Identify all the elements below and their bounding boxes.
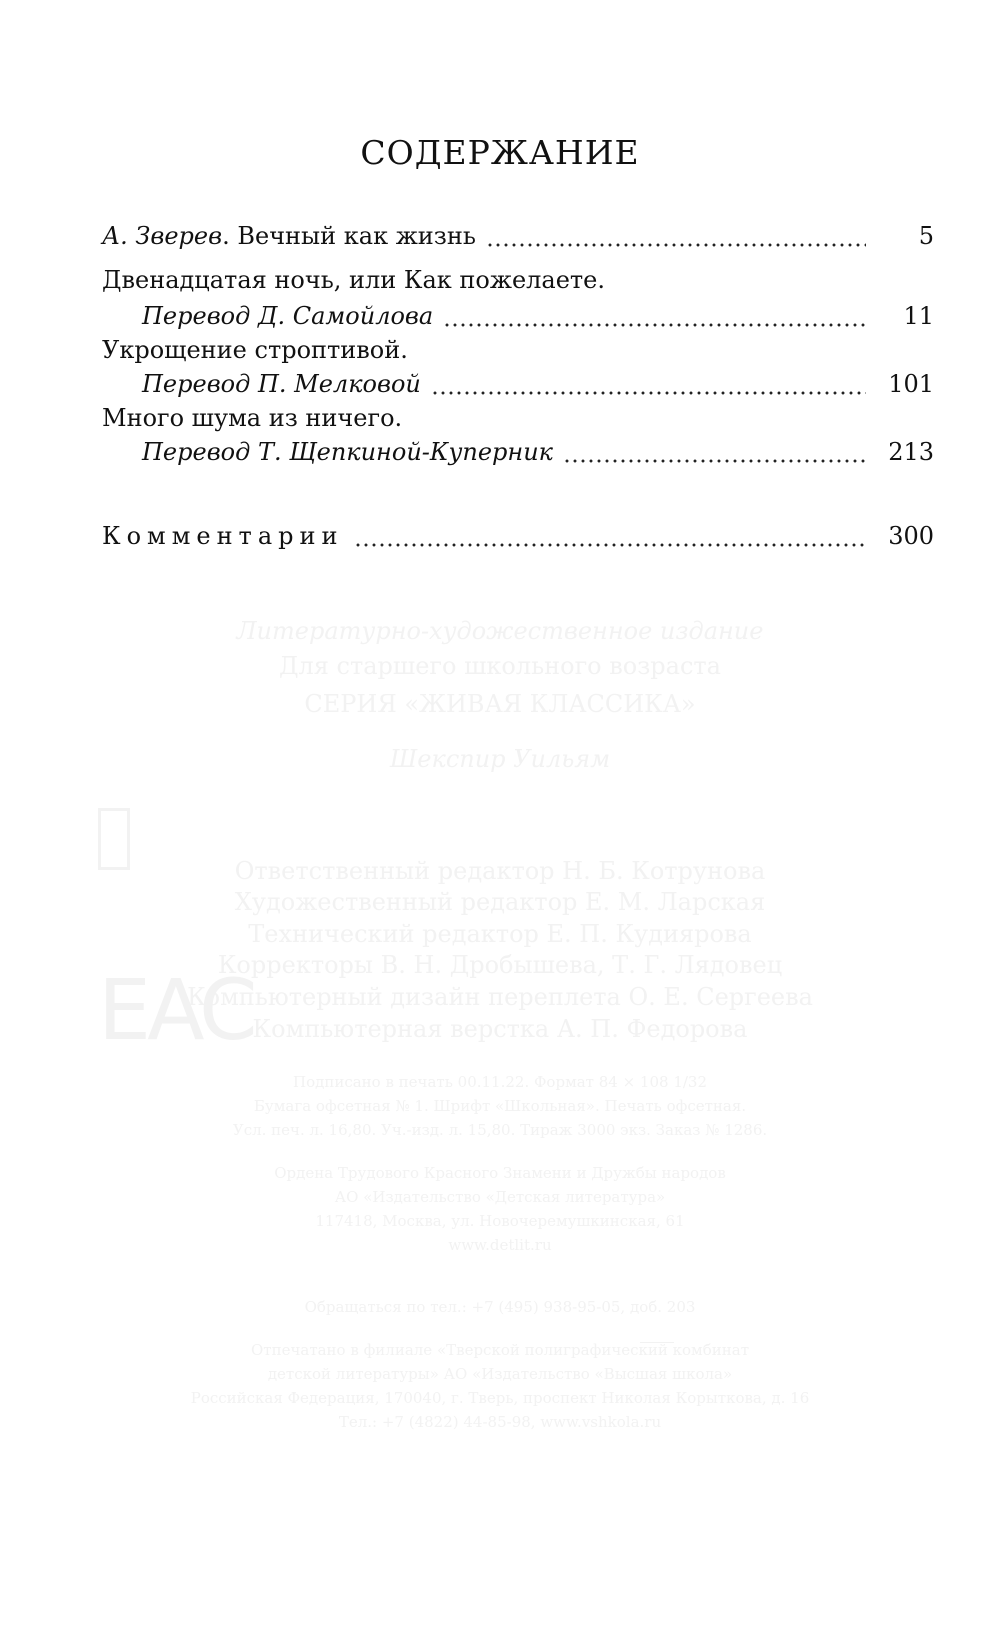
toc-entry-commentary[interactable] bbox=[102, 522, 934, 554]
bleed-through-text: Шекспир Уильям bbox=[389, 745, 611, 773]
bleed-through-text: Бумага офсетная № 1. Шрифт «Школьная». Печать офсетная. bbox=[253, 1097, 747, 1115]
bleed-through-text: Технический редактор Е. П. Кудиярова bbox=[248, 920, 752, 948]
toc-entry-translator: Перевод П. Мелковой bbox=[142, 370, 421, 398]
toc-page-number: 5 bbox=[918, 222, 934, 250]
bleed-through-text: Усл. печ. л. 16,80. Уч.-изд. л. 15,80. Тираж 3000 экз. Заказ № 1286. bbox=[232, 1121, 768, 1139]
bleed-through-text: Ответственный редактор Н. Б. Котрунова bbox=[234, 857, 766, 885]
toc-entry-translator: Перевод Д. Самойлова bbox=[142, 302, 434, 330]
dot-leader bbox=[563, 459, 866, 463]
bleed-through-text: Подписано в печать 00.11.22. Формат 84 × 108 1/32 bbox=[292, 1073, 708, 1091]
bleed-through-text: Для старшего школьного возраста bbox=[278, 652, 721, 680]
toc-page-number: 300 bbox=[888, 522, 934, 550]
bleed-through-text: Литературно-художественное издание bbox=[236, 617, 764, 645]
page-title: СОДЕРЖАНИЕ bbox=[360, 133, 640, 172]
toc-entry-title[interactable]: Двенадцатая ночь, или Как пожелаете. bbox=[102, 266, 606, 294]
toc-entry-author: А. Зверев bbox=[102, 222, 223, 250]
bleed-through-text: Компьютерный дизайн переплета О. Е. Сергеева bbox=[187, 983, 813, 1011]
bleed-through-text: СЕРИЯ «ЖИВАЯ КЛАССИКА» bbox=[304, 690, 696, 718]
toc-entry-title: . Вечный как жизнь bbox=[222, 222, 476, 250]
bleed-through-text: детской литературы» АО «Издательство «Высшая школа» bbox=[267, 1365, 733, 1383]
toc-entry-taming-of-the-shrew[interactable] bbox=[142, 370, 934, 402]
dot-leader bbox=[443, 323, 866, 327]
toc-entry-much-ado[interactable] bbox=[142, 438, 934, 470]
toc-page-number: 101 bbox=[888, 370, 934, 398]
toc-entry-twelfth-night[interactable] bbox=[142, 302, 934, 334]
bleed-through-text: Компьютерная верстка А. П. Федорова bbox=[252, 1015, 748, 1043]
toc-entry-translator: Перевод Т. Щепкиной-Куперник bbox=[142, 438, 553, 466]
bleed-through-text: Корректоры В. Н. Дробышева, Т. Г. Лядовец bbox=[217, 951, 783, 979]
dot-leader bbox=[431, 391, 866, 395]
dot-leader bbox=[486, 243, 866, 247]
bleed-through-text: Тел.: +7 (4822) 44-85-98, www.vshkola.ru bbox=[338, 1413, 662, 1431]
bleed-through-text: Российская Федерация, 170040, г. Тверь, проспект Николая Корыткова, д. 16 bbox=[190, 1389, 810, 1407]
toc-entry-title[interactable]: Много шума из ничего. bbox=[102, 404, 403, 432]
bleed-through-text: Художественный редактор Е. М. Ларская bbox=[234, 888, 766, 916]
bleed-through-text: Ордена Трудового Красного Знамени и Дружбы народов bbox=[274, 1164, 726, 1182]
toc-page-number: 213 bbox=[888, 438, 934, 466]
toc-entry-title: Комментарии bbox=[102, 522, 344, 550]
bleed-through-text: 117418, Москва, ул. Новочеремушкинская, 61 bbox=[315, 1212, 685, 1230]
dot-leader bbox=[354, 543, 867, 547]
bleed-through-text: www.detlit.ru bbox=[448, 1236, 552, 1254]
eac-mark-icon: EAC bbox=[98, 961, 254, 1059]
toc-page-number: 11 bbox=[903, 302, 934, 330]
toc-entry-intro[interactable] bbox=[102, 222, 934, 254]
bleed-through-text: Отпечатано в филиале «Тверской полиграфический комбинат bbox=[250, 1341, 749, 1359]
bleed-through-text: АО «Издательство «Детская литература» bbox=[334, 1188, 666, 1206]
bleed-through-text: Обращаться по тел.: +7 (495) 938-95-05, доб. 203 bbox=[304, 1298, 696, 1316]
toc-entry-title[interactable]: Укрощение строптивой. bbox=[102, 336, 408, 364]
